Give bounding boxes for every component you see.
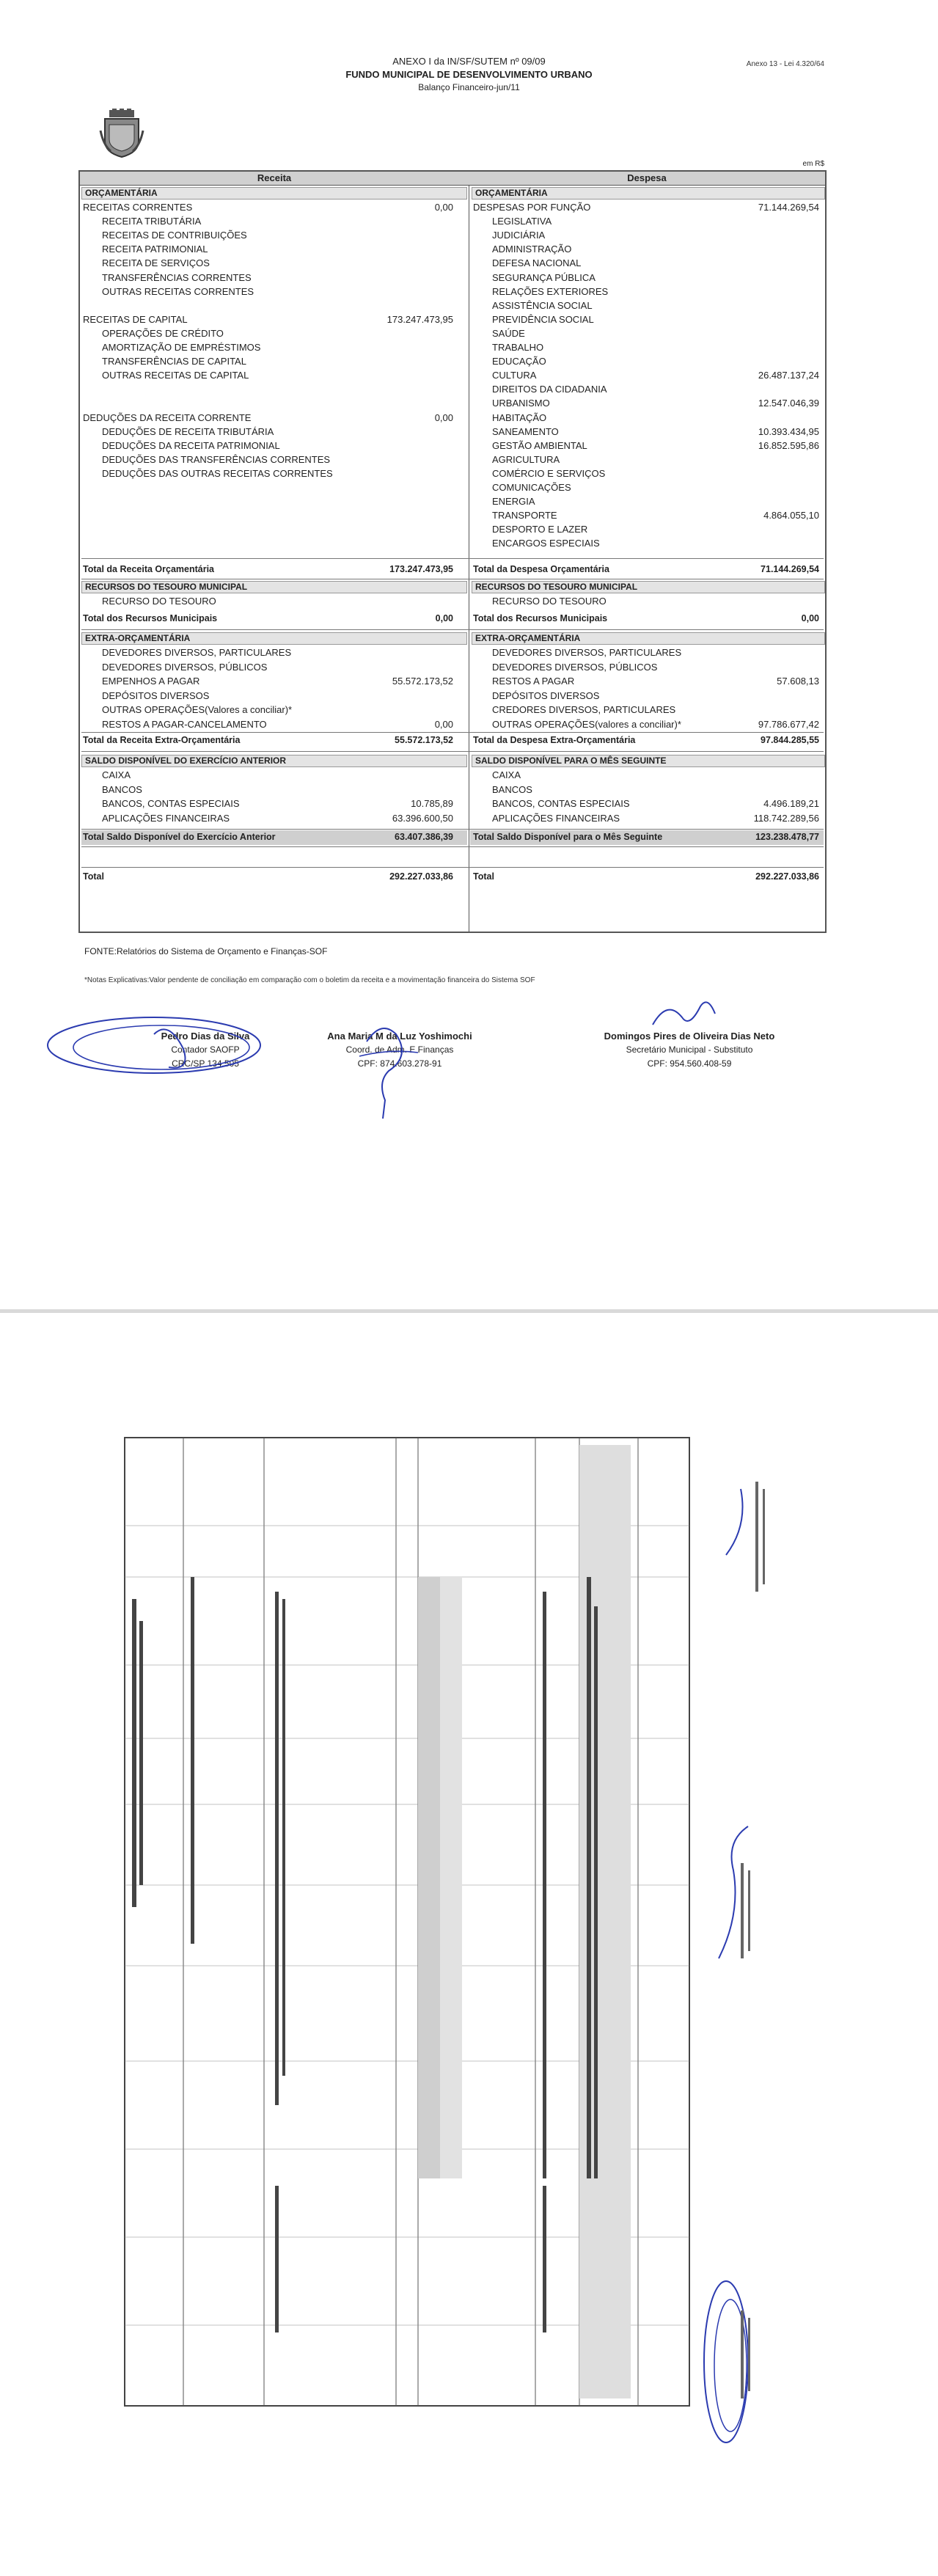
extra-receita-value: 0,00	[434, 718, 453, 730]
extra-receita-row	[83, 645, 453, 659]
extra-despesa-row	[473, 689, 819, 703]
despesa-orcamentaria-value: 26.487.137,24	[758, 370, 819, 381]
receita-orcamentaria-label: RECEITA DE SERVIÇOS	[102, 257, 210, 269]
receita-orcamentaria-row	[83, 271, 453, 285]
receita-orcamentaria-row	[83, 312, 453, 326]
signature-scribble-contador	[44, 1005, 279, 1086]
extra-receita-title: EXTRA-ORÇAMENTÁRIA	[81, 632, 467, 645]
tesouro-receita-total: Total dos Recursos Municipais 0,00	[83, 613, 453, 623]
extra-despesa-row	[473, 703, 819, 717]
receita-orcamentaria-value: 0,00	[434, 411, 453, 423]
receita-orcamentaria-row	[83, 354, 453, 368]
despesa-orcamentaria-label: JUDICIÁRIA	[492, 230, 546, 241]
receita-orcamentaria-label: RECEITAS CORRENTES	[83, 202, 193, 213]
receita-orcamentaria-label: TRANSFERÊNCIAS DE CAPITAL	[102, 356, 246, 367]
extra-despesa-label: DEVEDORES DIVERSOS, PÚBLICOS	[492, 661, 658, 673]
receita-orcamentaria-label: OUTRAS RECEITAS CORRENTES	[102, 285, 254, 297]
extra-despesa-value: 97.786.677,42	[758, 718, 819, 730]
extra-receita-value: 55.572.173,52	[392, 676, 453, 687]
grand-total-despesa: Total 292.227.033,86	[473, 871, 819, 882]
despesa-orcamentaria-label: TRABALHO	[492, 342, 544, 353]
despesa-orcamentaria-row	[473, 242, 819, 256]
fund-name: FUNDO MUNICIPAL DE DESENVOLVIMENTO URBANO	[345, 69, 593, 80]
receita-orcamentaria-label: RECEITAS DE CAPITAL	[83, 313, 188, 325]
receita-orcamentaria-value: 0,00	[434, 202, 453, 213]
extra-despesa-row	[473, 674, 819, 688]
despesa-orcamentaria-label: ASSISTÊNCIA SOCIAL	[492, 299, 593, 311]
balance-table	[78, 170, 827, 933]
saldo-anterior-row	[83, 783, 453, 797]
despesa-orcamentaria-row	[473, 480, 819, 494]
saldo-anterior-label: BANCOS	[102, 783, 142, 795]
extra-despesa-label: DEVEDORES DIVERSOS, PARTICULARES	[492, 647, 682, 658]
despesa-orcamentaria-label: SEGURANÇA PÚBLICA	[492, 271, 596, 283]
despesa-orcamentaria-row	[473, 214, 819, 228]
receita-orcamentaria-label: DEDUÇÕES DE RECEITA TRIBUTÁRIA	[102, 425, 274, 437]
saldo-anterior-row	[83, 811, 453, 825]
despesa-orcamentaria-row	[473, 200, 819, 214]
despesa-orcamentaria-row	[473, 326, 819, 340]
despesa-orcamentaria-value: 71.144.269,54	[758, 202, 819, 213]
signature-secretario: Domingos Pires de Oliveira Dias Neto Secretário Municipal - Substituto CPF: 954.560.408-59	[604, 1031, 775, 1069]
orcamentaria-receita-title: ORÇAMENTÁRIA	[81, 187, 467, 200]
page-gap	[0, 1280, 938, 1309]
saldo-anterior-title: SALDO DISPONÍVEL DO EXERCÍCIO ANTERIOR	[81, 755, 467, 767]
saldo-seguinte-label: BANCOS, CONTAS ESPECIAIS	[492, 798, 630, 809]
receita-orcamentaria-label: DEDUÇÕES DA RECEITA PATRIMONIAL	[102, 439, 280, 451]
signature-contador: Pedro Dias da Silva Contador SAOFP CRC/SP 134.505	[161, 1031, 250, 1069]
extra-receita-row	[83, 717, 453, 731]
total-despesa-orcamentaria: Total da Despesa Orçamentária 71.144.269,54	[473, 564, 819, 574]
despesa-orcamentaria-label: HABITAÇÃO	[492, 411, 547, 423]
despesa-orcamentaria-label: TRANSPORTE	[492, 510, 557, 522]
despesa-orcamentaria-row	[473, 508, 819, 522]
currency-unit: em R$	[802, 160, 824, 168]
receita-orcamentaria-row	[83, 368, 453, 382]
saldo-anterior-row	[83, 797, 453, 811]
saldo-seguinte-label: APLICAÇÕES FINANCEIRAS	[492, 812, 620, 824]
saldo-seguinte-value: 4.496.189,21	[763, 798, 819, 809]
despesa-orcamentaria-value: 4.864.055,10	[763, 510, 819, 522]
despesa-orcamentaria-row	[473, 453, 819, 466]
despesa-orcamentaria-row	[473, 228, 819, 242]
receita-orcamentaria-label: OPERAÇÕES DE CRÉDITO	[102, 327, 224, 339]
extra-receita-label: RESTOS A PAGAR-CANCELAMENTO	[102, 718, 267, 730]
extra-receita-row	[83, 689, 453, 703]
signature-scribble-coordenadora	[345, 1012, 433, 1122]
despesa-orcamentaria-row	[473, 439, 819, 453]
receita-orcamentaria-row	[83, 411, 453, 425]
extra-receita-label: DEVEDORES DIVERSOS, PARTICULARES	[102, 647, 292, 658]
receita-orcamentaria-row	[83, 425, 453, 439]
despesa-orcamentaria-label: SAÚDE	[492, 327, 525, 339]
despesa-orcamentaria-row	[473, 312, 819, 326]
despesa-orcamentaria-row	[473, 425, 819, 439]
receita-orcamentaria-row	[83, 439, 453, 453]
despesa-orcamentaria-value: 10.393.434,95	[758, 425, 819, 437]
saldo-anterior-label: CAIXA	[102, 769, 131, 780]
receita-orcamentaria-row	[83, 382, 453, 396]
receita-orcamentaria-label: DEDUÇÕES DAS TRANSFERÊNCIAS CORRENTES	[102, 453, 331, 465]
extra-despesa-row	[473, 645, 819, 659]
despesa-orcamentaria-row	[473, 536, 819, 550]
source-note: FONTE:Relatórios do Sistema de Orçamento e Finanças-SOF	[84, 946, 328, 956]
extra-receita-row	[83, 674, 453, 688]
receita-orcamentaria-row	[83, 453, 453, 466]
extra-despesa-title: EXTRA-ORÇAMENTÁRIA	[472, 632, 825, 645]
extra-despesa-value: 57.608,13	[777, 676, 819, 687]
extra-receita-label: EMPENHOS A PAGAR	[102, 676, 200, 687]
despesa-orcamentaria-row	[473, 396, 819, 410]
extra-despesa-label: DEPÓSITOS DIVERSOS	[492, 689, 600, 701]
grand-total-receita: Total 292.227.033,86	[83, 871, 453, 882]
saldo-anterior-value: 63.396.600,50	[392, 812, 453, 824]
tesouro-despesa-total: Total dos Recursos Municipais 0,00	[473, 613, 819, 623]
despesa-orcamentaria-label: GESTÃO AMBIENTAL	[492, 439, 587, 451]
receita-column-header: Receita	[80, 172, 469, 186]
despesa-orcamentaria-label: PREVIDÊNCIA SOCIAL	[492, 313, 594, 325]
saldo-seguinte-row	[473, 797, 819, 811]
saldo-seguinte-label: CAIXA	[492, 769, 521, 780]
receita-orcamentaria-row	[83, 228, 453, 242]
report-subtitle: Balanço Financeiro-jun/11	[418, 82, 520, 92]
municipal-seal-icon	[99, 109, 144, 158]
despesa-orcamentaria-label: DEFESA NACIONAL	[492, 257, 582, 269]
despesa-orcamentaria-value: 12.547.046,39	[758, 398, 819, 409]
despesa-orcamentaria-row	[473, 299, 819, 312]
receita-orcamentaria-label: RECEITAS DE CONTRIBUIÇÕES	[102, 230, 247, 241]
despesa-orcamentaria-row	[473, 340, 819, 354]
extra-receita-row	[83, 660, 453, 674]
saldo-seguinte-value: 118.742.289,56	[753, 812, 819, 824]
extra-despesa-label: OUTRAS OPERAÇÕES(valores a conciliar)*	[492, 718, 681, 730]
receita-orcamentaria-label: DEDUÇÕES DA RECEITA CORRENTE	[83, 411, 252, 423]
receita-orcamentaria-row	[83, 256, 453, 270]
despesa-orcamentaria-label: COMUNICAÇÕES	[492, 482, 571, 493]
explanatory-note: *Notas Explicativas:Valor pendente de conciliação em comparação com o boletim da receita e a movimentação financeira do Sistema SOF	[84, 976, 535, 984]
saldo-anterior-value: 10.785,89	[411, 798, 453, 809]
saldo-seguinte-title: SALDO DISPONÍVEL PARA O MÊS SEGUINTE	[472, 755, 825, 767]
receita-orcamentaria-row	[83, 466, 453, 480]
receita-orcamentaria-row	[83, 200, 453, 214]
extra-despesa-row	[473, 660, 819, 674]
despesa-orcamentaria-label: SANEAMENTO	[492, 425, 559, 437]
saldo-anterior-label: BANCOS, CONTAS ESPECIAIS	[102, 798, 240, 809]
saldo-anterior-label: APLICAÇÕES FINANCEIRAS	[102, 812, 230, 824]
receita-orcamentaria-label: AMORTIZAÇÃO DE EMPRÉSTIMOS	[102, 342, 261, 353]
saldo-seguinte-label: BANCOS	[492, 783, 532, 795]
receita-orcamentaria-row	[83, 214, 453, 228]
extra-despesa-label: CREDORES DIVERSOS, PARTICULARES	[492, 704, 676, 715]
despesa-orcamentaria-label: DESPESAS POR FUNÇÃO	[473, 202, 591, 213]
saldo-seguinte-total: Total Saldo Disponível para o Mês Seguinte 123.238.478,77	[473, 832, 819, 842]
receita-orcamentaria-row	[83, 340, 453, 354]
saldo-anterior-row	[83, 768, 453, 782]
receita-orcamentaria-label: DEDUÇÕES DAS OUTRAS RECEITAS CORRENTES	[102, 467, 333, 479]
signature-coordenadora: Ana Maria M da Luz Yoshimochi Coord. de Adm. E Finanças CPF: 874.603.278-91	[327, 1031, 472, 1069]
receita-orcamentaria-label: RECEITA PATRIMONIAL	[102, 244, 208, 255]
despesa-orcamentaria-row	[473, 354, 819, 368]
despesa-orcamentaria-label: RELAÇÕES EXTERIORES	[492, 285, 609, 297]
despesa-orcamentaria-row	[473, 256, 819, 270]
receita-orcamentaria-row	[83, 242, 453, 256]
despesa-orcamentaria-label: AGRICULTURA	[492, 453, 560, 465]
despesa-orcamentaria-label: DESPORTO E LAZER	[492, 524, 588, 535]
despesa-orcamentaria-row	[473, 411, 819, 425]
despesa-orcamentaria-row	[473, 522, 819, 536]
rreo-scanned-page	[0, 1313, 938, 2576]
despesa-orcamentaria-value: 16.852.595,86	[758, 439, 819, 451]
despesa-orcamentaria-label: EDUCAÇÃO	[492, 356, 546, 367]
receita-orcamentaria-row	[83, 326, 453, 340]
despesa-orcamentaria-label: COMÉRCIO E SERVIÇOS	[492, 467, 606, 479]
despesa-orcamentaria-label: ADMINISTRAÇÃO	[492, 244, 572, 255]
tesouro-receita-title: RECURSOS DO TESOURO MUNICIPAL	[81, 581, 467, 593]
despesa-orcamentaria-row	[473, 285, 819, 299]
receita-orcamentaria-value: 173.247.473,95	[386, 313, 453, 325]
saldo-seguinte-row	[473, 783, 819, 797]
receita-orcamentaria-row	[83, 285, 453, 299]
despesa-orcamentaria-label: ENCARGOS ESPECIAIS	[492, 538, 600, 549]
extra-despesa-row	[473, 717, 819, 731]
tesouro-despesa-item: RECURSO DO TESOURO	[492, 596, 607, 607]
extra-despesa-label: RESTOS A PAGAR	[492, 676, 575, 687]
balanco-financeiro-page	[0, 0, 938, 1280]
receita-orcamentaria-row	[83, 299, 453, 312]
despesa-orcamentaria-label: URBANISMO	[492, 398, 550, 409]
despesa-orcamentaria-row	[473, 368, 819, 382]
signature-scribble-secretario	[645, 992, 733, 1036]
extra-receita-label: OUTRAS OPERAÇÕES(Valores a conciliar)*	[102, 704, 293, 715]
despesa-orcamentaria-row	[473, 494, 819, 508]
saldo-seguinte-row	[473, 811, 819, 825]
despesa-orcamentaria-label: LEGISLATIVA	[492, 216, 552, 227]
despesa-orcamentaria-row	[473, 382, 819, 396]
tesouro-receita-item: RECURSO DO TESOURO	[102, 596, 216, 607]
extra-receita-label: DEPÓSITOS DIVERSOS	[102, 689, 210, 701]
extra-receita-label: DEVEDORES DIVERSOS, PÚBLICOS	[102, 661, 268, 673]
receita-orcamentaria-label: OUTRAS RECEITAS DE CAPITAL	[102, 370, 249, 381]
extra-despesa-total: Total da Despesa Extra-Orçamentária 97.844.285,55	[473, 735, 819, 745]
saldo-seguinte-row	[473, 768, 819, 782]
orcamentaria-despesa-title: ORÇAMENTÁRIA	[472, 187, 825, 200]
extra-receita-total: Total da Receita Extra-Orçamentária 55.572.173,52	[83, 735, 453, 745]
rotated-budget-report-scan	[95, 1357, 836, 2501]
despesa-orcamentaria-label: CULTURA	[492, 370, 537, 381]
receita-orcamentaria-label: TRANSFERÊNCIAS CORRENTES	[102, 271, 252, 283]
despesa-orcamentaria-row	[473, 271, 819, 285]
despesa-column-header: Despesa	[469, 172, 825, 186]
saldo-anterior-total: Total Saldo Disponível do Exercício Anterior 63.407.386,39	[83, 832, 453, 842]
receita-orcamentaria-label: RECEITA TRIBUTÁRIA	[102, 216, 202, 227]
law-reference: Anexo 13 - Lei 4.320/64	[746, 60, 824, 68]
tesouro-despesa-title: RECURSOS DO TESOURO MUNICIPAL	[472, 581, 825, 593]
despesa-orcamentaria-row	[473, 466, 819, 480]
receita-orcamentaria-row	[83, 396, 453, 410]
annex-title: ANEXO I da IN/SF/SUTEM nº 09/09	[392, 56, 546, 67]
extra-receita-row	[83, 703, 453, 717]
despesa-orcamentaria-label: ENERGIA	[492, 496, 535, 508]
total-receita-orcamentaria: Total da Receita Orçamentária 173.247.473,95	[83, 564, 453, 574]
despesa-orcamentaria-label: DIREITOS DA CIDADANIA	[492, 384, 607, 395]
